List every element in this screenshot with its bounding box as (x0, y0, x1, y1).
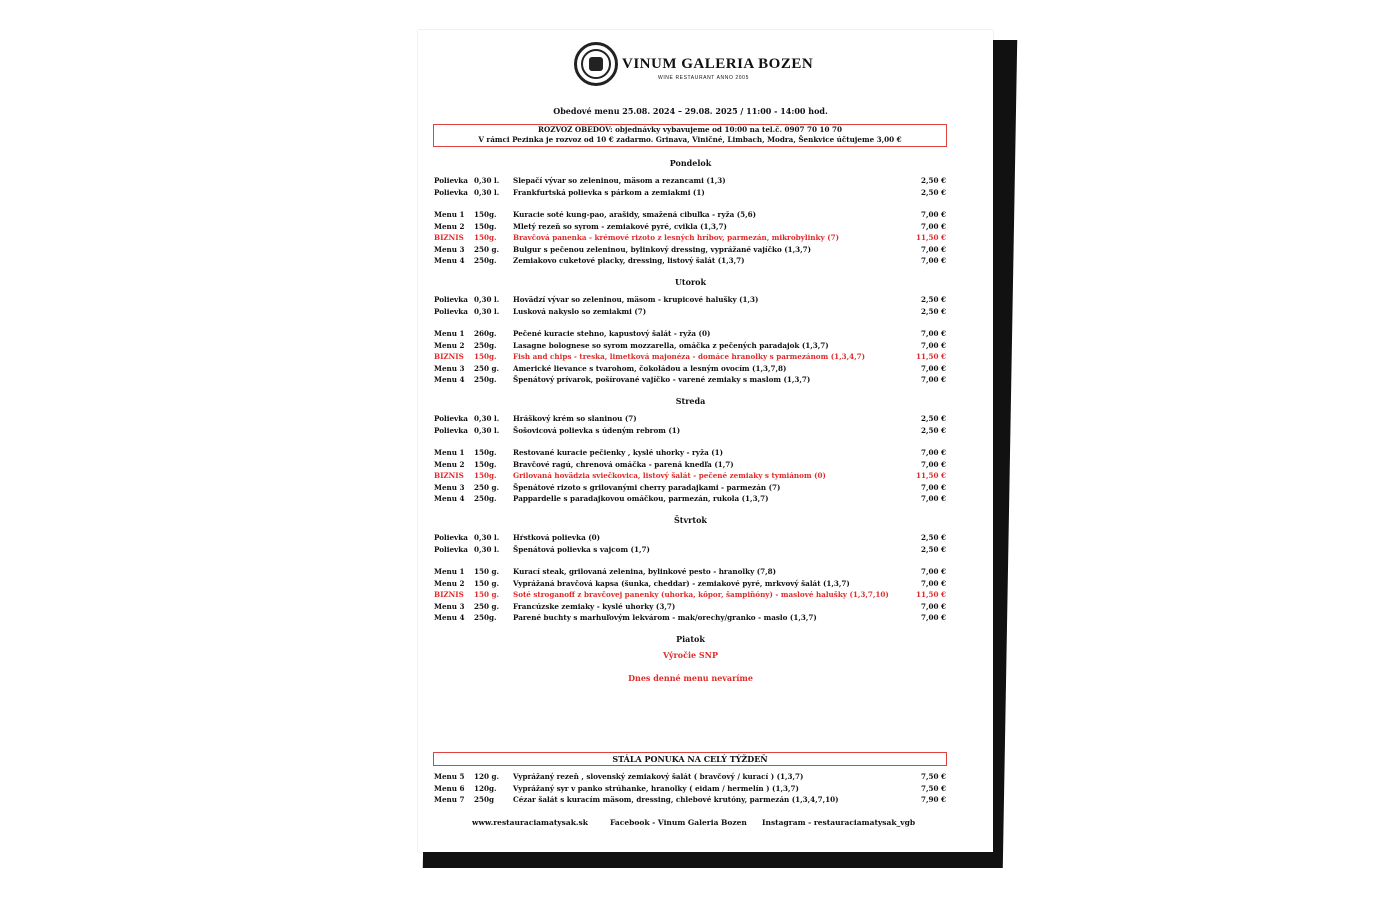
item-dish: Pečené kuracie stehno, kapustový šalát - ryža (0) (513, 329, 711, 338)
item-quantity: 120 g. (474, 772, 500, 781)
item-quantity: 0,30 l. (474, 533, 500, 542)
item-price: 7,00 € (920, 613, 946, 622)
item-dish: Cézar šalát s kuracím mäsom, dressing, chlebové krutóny, parmezán (1,3,4,7,10) (513, 795, 839, 804)
day-heading-friday: Piatok (676, 634, 705, 644)
item-type: Menu 3 (434, 244, 465, 254)
footer-website[interactable]: www.restauraciamatysak.sk (472, 818, 588, 827)
menu-row (434, 425, 946, 436)
item-dish: Lasagne bolognese so syrom mozzarella, omáčka z pečených paradajok (1,3,7) (513, 340, 829, 350)
item-quantity: 120g. (474, 783, 497, 793)
menu-row (434, 493, 946, 504)
item-type: Menu 3 (434, 363, 465, 373)
item-price: 7,00 € (920, 601, 946, 611)
item-dish: Hovädzí vývar so zeleninou, mäsom - krupicové halušky (1,3) (513, 295, 759, 304)
item-quantity: 150g. (474, 233, 497, 242)
item-type: Polievka (434, 425, 468, 435)
item-dish: Zemiakovo cuketové placky, dressing, listový šalát (1,3,7) (513, 256, 745, 265)
day-heading: Štvrtok (674, 515, 707, 525)
item-quantity: 0,30 l. (474, 306, 500, 316)
item-dish: Parené buchty s marhuľovým lekvárom - mak/orechy/granko - maslo (1,3,7) (513, 613, 817, 622)
menu-row (434, 482, 946, 493)
seal-icon (574, 42, 618, 86)
item-price: 7,00 € (920, 244, 946, 254)
menu-row (434, 244, 946, 255)
menu-row (434, 612, 946, 623)
item-type: Polievka (434, 414, 468, 423)
menu-row (434, 175, 946, 186)
item-type: Menu 1 (434, 329, 465, 338)
menu-period: Obedové menu 25.08. 2024 – 29.08. 2025 / 11:00 - 14:00 hod. (553, 106, 828, 116)
item-quantity: 250g. (474, 494, 497, 503)
item-quantity: 250 g. (474, 482, 500, 492)
menu-row (434, 340, 946, 351)
item-type: Menu 4 (434, 375, 465, 384)
item-quantity: 250g. (474, 375, 497, 384)
item-quantity: 150g. (474, 471, 497, 480)
item-price: 2,50 € (920, 176, 946, 185)
item-dish: Špenátový prívarok, pošírované vajíčko - varené zemiaky s maslom (1,3,7) (513, 375, 811, 384)
item-price: 7,00 € (920, 221, 946, 231)
menu-row (434, 306, 946, 317)
item-price: 7,00 € (920, 459, 946, 469)
item-type: Menu 3 (434, 601, 465, 611)
item-price: 7,00 € (920, 494, 946, 503)
menu-row (434, 783, 946, 794)
item-type: Menu 6 (434, 783, 465, 793)
item-price: 7,00 € (920, 329, 946, 338)
item-type: Menu 1 (434, 567, 465, 576)
item-dish: Francúzske zemiaky - kyslé uhorky (3,7) (513, 601, 676, 611)
item-price: 2,50 € (920, 414, 946, 423)
item-type: Menu 3 (434, 482, 465, 492)
item-dish: Šošovicová polievka s údeným rebrom (1) (513, 425, 681, 435)
item-quantity: 250g. (474, 256, 497, 265)
item-dish: Restované kuracie pečienky , kyslé uhorky - ryža (1) (513, 448, 724, 457)
item-type: BIZNIS (434, 590, 464, 599)
item-type: Menu 1 (434, 448, 465, 457)
item-quantity: 150 g. (474, 590, 500, 599)
item-price: 7,00 € (920, 578, 946, 588)
item-type: Polievka (434, 306, 468, 316)
item-dish: Grilovaná hovädzia sviečkovica, listový šalát - pečené zemiaky s tymiánom (0) (513, 471, 826, 480)
item-quantity: 0,30 l. (474, 176, 500, 185)
item-dish: Hŕstková polievka (0) (513, 533, 601, 542)
item-quantity: 250g (474, 795, 495, 804)
menu-row (434, 232, 946, 243)
no-menu-notice: Dnes denné menu nevaríme (628, 673, 753, 683)
day-heading: Utorok (674, 277, 707, 287)
menu-row (434, 589, 946, 600)
item-quantity: 250g. (474, 613, 497, 622)
item-price: 7,00 € (920, 210, 946, 219)
delivery-line-2: V rámci Pezinka je rozvoz od 10 € zadarmo. Grinava, Viničné, Limbach, Modra, Šenkvice účtujeme 3,00 € (478, 135, 902, 144)
item-dish: Mletý rezeň so syrom - zemiakové pyré, cvikla (1,3,7) (513, 221, 727, 231)
item-quantity: 250 g. (474, 244, 500, 254)
item-price: 7,00 € (920, 482, 946, 492)
item-type: Menu 2 (434, 459, 465, 469)
item-quantity: 0,30 l. (474, 414, 500, 423)
item-dish: Vyprážaný syr v panko strúhanke, hranolky ( eidam / hermelín ) (1,3,7) (513, 783, 799, 793)
item-quantity: 150 g. (474, 578, 500, 588)
item-type: Menu 5 (434, 772, 465, 781)
item-type: Menu 2 (434, 340, 465, 350)
item-type: Menu 4 (434, 256, 465, 265)
item-quantity: 0,30 l. (474, 425, 500, 435)
item-dish: Fish and chips - treska, limetková majonéza - domáce hranolky s parmezánom (1,3,4,7) (513, 352, 866, 361)
menu-row (434, 374, 946, 385)
item-dish: Frankfurtská polievka s párkom a zemiakmi (1) (513, 187, 705, 197)
item-quantity: 150g. (474, 210, 497, 219)
menu-row (434, 413, 946, 424)
item-type: Polievka (434, 295, 468, 304)
menu-page (418, 30, 993, 852)
item-quantity: 150g. (474, 448, 497, 457)
item-type: Menu 2 (434, 578, 465, 588)
menu-row (434, 328, 946, 339)
brand-name: VINUM GALERIA BOZEN (622, 56, 814, 72)
item-dish: Kurací steak, grilovaná zelenina, bylinkové pesto - hranolky (7,8) (513, 567, 777, 576)
item-price: 2,50 € (920, 544, 946, 554)
menu-row (434, 794, 946, 805)
item-price: 2,50 € (920, 533, 946, 542)
item-type: Polievka (434, 187, 468, 197)
item-type: BIZNIS (434, 471, 464, 480)
footer-instagram[interactable]: Instagram - restauraciamatysak_vgb (762, 818, 916, 827)
item-type: Menu 2 (434, 221, 465, 231)
item-quantity: 260g. (474, 329, 497, 338)
item-quantity: 0,30 l. (474, 544, 500, 554)
holiday-label: Výročie SNP (663, 650, 718, 660)
item-quantity: 250 g. (474, 363, 500, 373)
item-quantity: 150 g. (474, 567, 500, 576)
item-price: 7,00 € (920, 448, 946, 457)
item-dish: Bravčová panenka - krémové rizoto z lesných hríbov, parmezán, mikrobylinky (7) (513, 233, 839, 242)
item-price: 2,50 € (920, 295, 946, 304)
restaurant-logo (574, 42, 814, 92)
permanent-offer-title: STÁLA PONUKA NA CELÝ TÝŽDEŇ (433, 752, 947, 766)
item-type: Polievka (434, 533, 468, 542)
item-dish: Hráškový krém so slaninou (7) (513, 414, 637, 423)
item-quantity: 0,30 l. (474, 187, 500, 197)
item-type: Menu 4 (434, 494, 465, 503)
item-type: BIZNIS (434, 233, 464, 242)
menu-row (434, 532, 946, 543)
item-price: 7,00 € (920, 256, 946, 265)
menu-row (434, 578, 946, 589)
item-price: 7,00 € (920, 567, 946, 576)
item-price: 7,00 € (920, 340, 946, 350)
item-dish: Kuracie soté kung-pao, arašidy, smažená cibuľka - ryža (5,6) (513, 210, 757, 219)
menu-row (434, 566, 946, 577)
item-dish: Pappardelle s paradajkovou omáčkou, parmezán, rukola (1,3,7) (513, 494, 769, 503)
item-dish: Špenátová polievka s vajcom (1,7) (513, 544, 650, 554)
day-heading: Pondelok (669, 158, 712, 168)
item-quantity: 150g. (474, 459, 497, 469)
menu-row (434, 447, 946, 458)
item-type: BIZNIS (434, 352, 464, 361)
delivery-box (433, 124, 947, 147)
menu-row (434, 470, 946, 481)
item-price: 7,00 € (920, 375, 946, 384)
day-heading: Streda (675, 396, 706, 406)
item-price: 11,50 € (915, 233, 946, 242)
item-quantity: 150g. (474, 352, 497, 361)
item-price: 2,50 € (920, 306, 946, 316)
menu-row (434, 255, 946, 266)
item-type: Polievka (434, 176, 468, 185)
item-price: 11,50 € (915, 590, 946, 599)
item-price: 7,50 € (920, 783, 946, 793)
item-price: 7,90 € (920, 795, 946, 804)
item-price: 2,50 € (920, 187, 946, 197)
item-dish: Soté stroganoff z bravčovej panenky (uhorka, kôpor, šampiňóny) - maslové halušky (1,3,7,10) (513, 590, 889, 599)
delivery-line-1: ROZVOZ OBEDOV: objednávky vybavujeme od 10:00 na tel.č. 0907 70 10 70 (537, 125, 843, 134)
menu-row (434, 209, 946, 220)
brand-tagline: WINE RESTAURANT ANNO 2005 (658, 75, 749, 81)
menu-row (434, 459, 946, 470)
menu-row (434, 544, 946, 555)
item-dish: Slepačí vývar so zeleninou, mäsom a rezancami (1,3) (513, 176, 726, 185)
footer-facebook[interactable]: Facebook - Vinum Galeria Bozen (610, 818, 747, 827)
item-price: 11,50 € (915, 471, 946, 480)
item-price: 2,50 € (920, 425, 946, 435)
item-quantity: 250g. (474, 340, 497, 350)
menu-row (434, 187, 946, 198)
item-type: Polievka (434, 544, 468, 554)
item-quantity: 250 g. (474, 601, 500, 611)
menu-row (434, 771, 946, 782)
item-price: 7,00 € (920, 363, 946, 373)
item-price: 11,50 € (915, 352, 946, 361)
item-type: Menu 4 (434, 613, 465, 622)
menu-row (434, 363, 946, 374)
item-dish: Vyprážaný rezeň , slovenský zemiakový šalát ( bravčový / kurací ) (1,3,7) (513, 772, 804, 781)
item-dish: Bravčové ragú, chrenová omáčka - parená knedľa (1,7) (513, 459, 734, 469)
menu-row (434, 294, 946, 305)
item-dish: Bulgur s pečenou zeleninou, bylinkový dressing, vyprážané vajíčko (1,3,7) (513, 244, 812, 254)
item-dish: Vyprážaná bravčová kapsa (šunka, cheddar) - zemiakové pyré, mrkvový šalát (1,3,7) (513, 578, 850, 588)
menu-row (434, 601, 946, 612)
item-type: Menu 7 (434, 795, 465, 804)
item-dish: Lusková nakyslo so zemiakmi (7) (513, 306, 647, 316)
menu-row (434, 221, 946, 232)
item-quantity: 150g. (474, 221, 497, 231)
menu-row (434, 351, 946, 362)
item-dish: Špenátové rizoto s grilovanými cherry paradajkami - parmezán (7) (513, 482, 781, 492)
item-type: Menu 1 (434, 210, 465, 219)
item-quantity: 0,30 l. (474, 295, 500, 304)
item-price: 7,50 € (920, 772, 946, 781)
item-dish: Americké lievance s tvarohom, čokoládou a lesným ovocím (1,3,7,8) (513, 363, 787, 373)
